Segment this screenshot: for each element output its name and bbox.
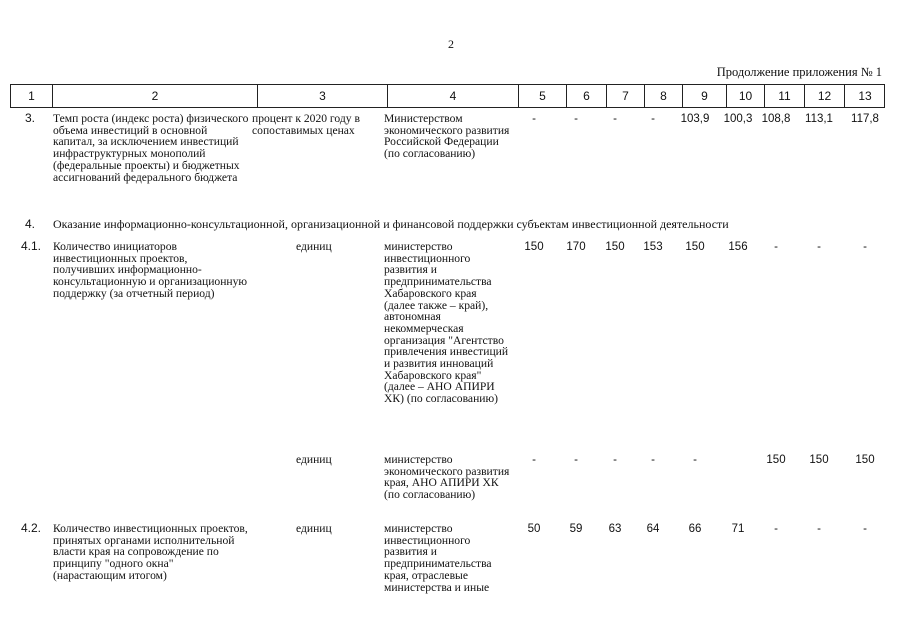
value-cell: - [817,523,821,535]
indicator-name: Количество инициаторов инвестиционных проектов, получивших информационно-консультационную и организационную поддержку (за отчетный период) [53,240,248,300]
header-cell: 9 [683,85,727,107]
value-cell: 150 [605,241,625,253]
header-cell: 12 [805,85,845,107]
value-cell: - [651,113,655,125]
section-heading: Оказание информационно-консультационной, организационной и финансовой поддержки субъектам инвестиционной деятельности [53,217,729,231]
value-cell: 64 [646,523,660,535]
value-cell: 59 [569,523,583,535]
executor-text: министерство инвестиционного развития и предпринимательства Хабаровского края (далее также – край), автономная некоммерческая организация "Агентство привлечения инвестиций и развития инноваций Хабаровского края" (далее – АНО АПИРИ ХК) (по согласованию) [384,240,509,406]
value-cell: - [613,113,617,125]
row-number: 3. [25,111,36,125]
header-cell: 3 [258,85,388,107]
unit-label: единиц [296,522,332,535]
value-cell: - [774,241,778,253]
value-cell: - [774,523,778,535]
header-cell: 10 [727,85,765,107]
page-number: 2 [448,37,454,51]
header-cell: 7 [607,85,645,107]
executor-text: министерство экономического развития края, АНО АПИРИ ХК (по согласованию) [384,453,510,502]
value-cell: 150 [809,454,829,466]
value-cell: 150 [766,454,786,466]
value-cell: - [863,523,867,535]
value-cell: - [863,241,867,253]
value-cell: 150 [524,241,544,253]
header-cell: 8 [645,85,683,107]
executor-text: министерство инвестиционного развития и предпринимательства края, отраслевые министерства и иные [384,522,492,594]
header-cell: 6 [567,85,607,107]
unit-label: процент к 2020 году в сопоставимых ценах [252,112,360,137]
value-cell: 63 [608,523,622,535]
row-number: 4.1. [21,239,42,253]
value-cell: 150 [685,241,705,253]
header-cell: 2 [53,85,258,107]
value-cell: 50 [527,523,541,535]
value-cell: 117,8 [851,113,879,125]
value-cell: - [693,454,697,466]
value-cell: - [574,454,578,466]
header-cell: 13 [858,89,872,103]
indicator-name: Темп роста (индекс роста) физического объема инвестиций в основной капитал, за исключением инвестиций инфраструктурных монополий (федеральные проекты) и бюджетных ассигнований федерального бюджета [53,112,249,184]
value-cell: - [613,454,617,466]
value-cell: - [817,241,821,253]
value-cell: 100,3 [723,113,753,125]
header-cell: 5 [519,85,567,107]
value-cell: - [574,113,578,125]
value-cell: 156 [728,241,748,253]
value-cell: - [532,113,536,125]
indicator-name: Количество инвестиционных проектов, принятых органами исполнительной власти края на сопровождение по принципу "одного окна" (нарастающим итогом) [53,522,248,582]
unit-label: единиц [296,453,332,466]
executor-text: Министерством экономического развития Российской Федерации (по согласованию) [384,112,510,161]
value-cell: - [651,454,655,466]
unit-label: единиц [296,240,332,253]
header-cell: 4 [388,85,519,107]
value-cell: 153 [643,241,663,253]
value-cell: 170 [566,241,586,253]
row-number: 4.2. [21,521,42,535]
value-cell: 103,9 [680,113,710,125]
value-cell: 66 [688,523,702,535]
header-cell: 1 [11,85,53,107]
value-cell: 150 [855,454,875,466]
value-cell: 108,8 [761,113,791,125]
value-cell: 71 [731,523,745,535]
row-number: 4. [25,217,36,231]
value-cell: 113,1 [805,113,833,125]
header-cell: 11 [765,85,805,107]
value-cell: - [532,454,536,466]
continuation-label: Продолжение приложения № 1 [716,65,882,79]
table-header-row [10,84,885,108]
